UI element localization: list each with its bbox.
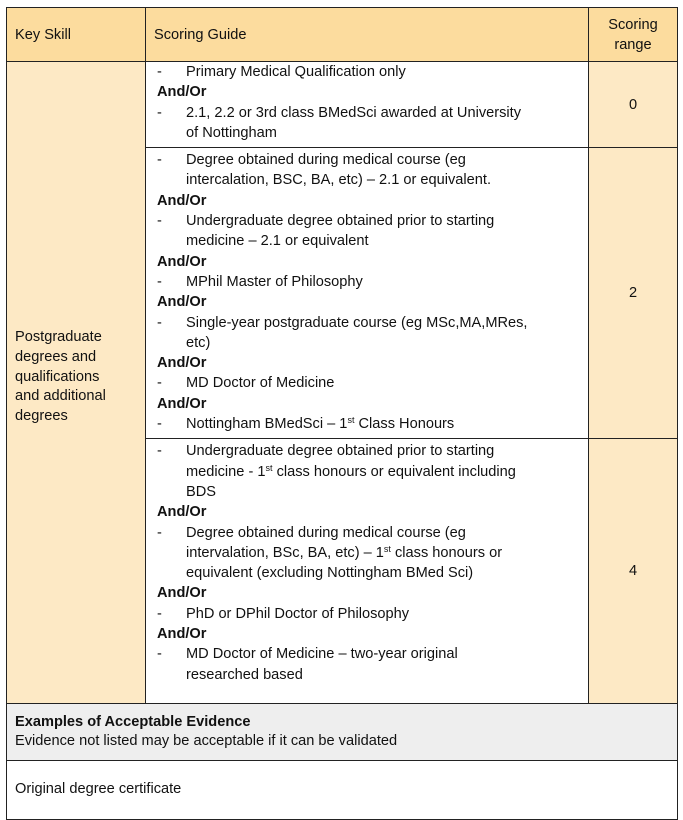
criterion-text-part: class honours or bbox=[390, 544, 503, 561]
evidence-subtitle: Evidence not listed may be acceptable if it can be validated bbox=[15, 733, 398, 750]
criterion-text: PhD or DPhil Doctor of Philosophy bbox=[186, 605, 410, 622]
criterion-item bbox=[157, 523, 580, 584]
dash: - bbox=[157, 375, 162, 392]
criterion-item bbox=[157, 373, 580, 393]
criterion-text-part: Nottingham BMedSci – 1 bbox=[186, 416, 348, 433]
dash: - bbox=[157, 646, 162, 663]
header-scoring-guide: Scoring Guide bbox=[146, 8, 589, 62]
criterion-item bbox=[157, 103, 580, 144]
key-skill-line: degrees bbox=[15, 408, 68, 425]
and-or-label: And/Or bbox=[157, 84, 207, 101]
criterion-text: of Nottingham bbox=[186, 124, 277, 141]
scoring-table bbox=[6, 7, 678, 820]
header-row bbox=[7, 8, 678, 62]
criterion-text: etc) bbox=[186, 334, 211, 351]
criterion-text: MD Doctor of Medicine bbox=[186, 375, 335, 392]
criterion-text: Undergraduate degree obtained prior to starting bbox=[186, 443, 495, 460]
and-or-label: And/Or bbox=[157, 253, 207, 270]
criterion-text: medicine – 2.1 or equivalent bbox=[186, 233, 369, 250]
and-or-label: And/Or bbox=[157, 395, 207, 412]
criterion-text: MD Doctor of Medicine – two-year original bbox=[186, 646, 458, 663]
score-value: 0 bbox=[589, 62, 678, 148]
criterion-item bbox=[157, 441, 580, 502]
dash: - bbox=[157, 443, 162, 460]
header-scoring-range-line2: range bbox=[614, 36, 652, 53]
dash: - bbox=[157, 524, 162, 541]
criterion-text: researched based bbox=[186, 666, 303, 683]
criterion-item bbox=[157, 604, 580, 624]
evidence-item: Original degree certificate bbox=[7, 761, 678, 820]
criterion-item bbox=[157, 150, 580, 191]
evidence-header bbox=[7, 704, 678, 761]
dash: - bbox=[157, 605, 162, 622]
criterion-text-part: Class Honours bbox=[354, 416, 455, 433]
key-skill-line: degrees and bbox=[15, 348, 97, 365]
criterion-text: intercalation, BSC, BA, etc) – 2.1 or equivalent. bbox=[186, 172, 492, 189]
score-value: 4 bbox=[589, 439, 678, 704]
criterion-item bbox=[157, 644, 580, 685]
criterion-text: Undergraduate degree obtained prior to starting bbox=[186, 213, 495, 230]
and-or-label: And/Or bbox=[157, 355, 207, 372]
scoring-guide-cell bbox=[146, 62, 589, 148]
criterion-text: Primary Medical Qualification only bbox=[186, 64, 406, 80]
criterion-item bbox=[157, 272, 580, 292]
and-or-label: And/Or bbox=[157, 294, 207, 311]
criterion-item bbox=[157, 211, 580, 252]
evidence-row bbox=[7, 761, 678, 820]
criterion-text-part: intervalation, BSc, BA, etc) – 1 bbox=[186, 544, 384, 561]
and-or-label: And/Or bbox=[157, 504, 207, 521]
criterion-text-part: class honours or equivalent including bbox=[272, 463, 516, 480]
dash: - bbox=[157, 314, 162, 331]
key-skill-line: Postgraduate bbox=[15, 329, 102, 345]
dash: - bbox=[157, 104, 162, 121]
scoring-guide-cell bbox=[146, 148, 589, 439]
criterion-text: BDS bbox=[186, 483, 217, 500]
criterion-text bbox=[186, 414, 580, 434]
and-or-label: And/Or bbox=[157, 626, 207, 643]
and-or-label: And/Or bbox=[157, 585, 207, 602]
criterion-item bbox=[157, 313, 580, 354]
criterion-item bbox=[157, 414, 580, 434]
criterion-text: 2.1, 2.2 or 3rd class BMedSci awarded at University bbox=[186, 104, 521, 121]
score-row-0 bbox=[7, 62, 678, 148]
criterion-text: Single-year postgraduate course (eg MSc,MA,MRes, bbox=[186, 314, 528, 331]
dash: - bbox=[157, 273, 162, 290]
header-scoring-range bbox=[589, 8, 678, 62]
criterion-text: Degree obtained during medical course (eg bbox=[186, 152, 466, 169]
header-key-skill: Key Skill bbox=[7, 8, 146, 62]
criterion-text-part: medicine - 1 bbox=[186, 463, 266, 480]
evidence-header-row bbox=[7, 704, 678, 761]
dash: - bbox=[157, 64, 162, 80]
ordinal-suffix: st bbox=[383, 543, 391, 554]
criterion-item bbox=[157, 62, 580, 82]
criterion-text bbox=[186, 543, 580, 563]
key-skill-line: and additional bbox=[15, 388, 106, 405]
header-scoring-range-line1: Scoring bbox=[608, 16, 658, 33]
ordinal-suffix: st bbox=[347, 415, 355, 426]
criterion-text: MPhil Master of Philosophy bbox=[186, 273, 363, 290]
criterion-text: Degree obtained during medical course (eg bbox=[186, 524, 466, 541]
scoring-guide-cell bbox=[146, 439, 589, 704]
criterion-text: equivalent (excluding Nottingham BMed Sci) bbox=[186, 565, 474, 582]
and-or-label: And/Or bbox=[157, 192, 207, 209]
score-value: 2 bbox=[589, 148, 678, 439]
ordinal-suffix: st bbox=[265, 462, 273, 473]
dash: - bbox=[157, 152, 162, 169]
evidence-title: Examples of Acceptable Evidence bbox=[15, 714, 251, 731]
key-skill-line: qualifications bbox=[15, 368, 100, 385]
dash: - bbox=[157, 416, 162, 433]
criterion-text bbox=[186, 462, 580, 482]
key-skill-cell bbox=[7, 62, 146, 704]
dash: - bbox=[157, 213, 162, 230]
